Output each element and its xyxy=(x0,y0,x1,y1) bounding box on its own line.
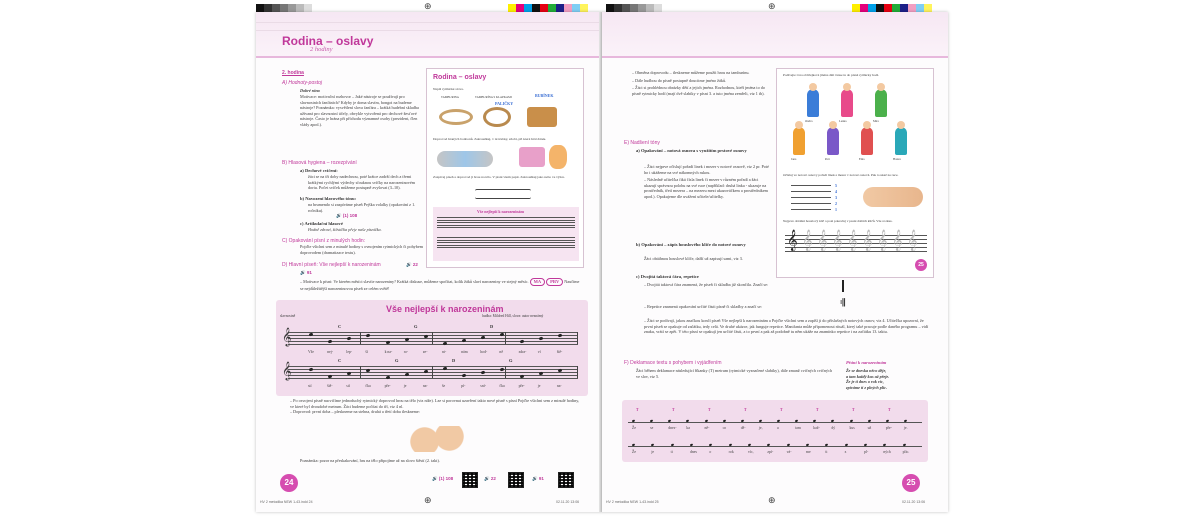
rhythm-syllable: dě- xyxy=(740,426,746,430)
stress-mark: T xyxy=(636,408,639,412)
lyric-syllable: sní- xyxy=(480,384,486,388)
qr-code-icon[interactable] xyxy=(508,472,524,488)
header-band xyxy=(602,12,948,58)
stress-mark: T xyxy=(816,408,819,412)
line-number: 5 xyxy=(835,183,837,188)
rhythm-syllable: je. xyxy=(903,426,908,430)
child-head xyxy=(795,121,803,129)
rhythm-syllable: a xyxy=(777,426,779,430)
treble-clef-icon: 𝄞 xyxy=(802,230,813,251)
audio-ref-1[interactable]: 🔊 (1) 108 xyxy=(432,476,454,481)
lyric-syllable: ně xyxy=(499,350,504,354)
lyric-syllable: pí- xyxy=(461,384,466,388)
lyric-syllable: je xyxy=(537,384,541,388)
stress-mark: T xyxy=(708,408,711,412)
stress-mark: T xyxy=(888,408,891,412)
line-number: 4 xyxy=(835,189,837,194)
body-percussion-hands-image xyxy=(406,426,468,452)
label-buben: BUBÍNEK xyxy=(535,93,554,98)
numbered-staff xyxy=(791,185,831,209)
line-number: 1 xyxy=(835,207,837,212)
card-item-3: Zazpívej píseň a doprovod ji hrou na tělo. V písni všem papír. Zakroužkuj jako nebo ve výšce. xyxy=(433,175,565,179)
child-figure xyxy=(895,127,907,155)
barline xyxy=(577,332,578,344)
birthday-cake-image xyxy=(519,147,545,167)
poem-line: a tam každý kus už přeje. xyxy=(846,373,890,379)
song-title: Vše nejlepší k narozeninám xyxy=(386,304,504,314)
section-a-text: Motivace: motivační rozhovor – Jaké nástroje se používají pro slavnostních fanfárách? Kdyby je doma slavím, bongoi na budeme nástroje? Poznámka: vysvětlení slova fanfára – krátká hudební skladba užívaná pro slavnostní účely, obvykle vytvořená pro dechové žesťové nástroje. Často je hrána při příchodu významné osoby (prezident, člen vlády apod.). xyxy=(300,94,419,127)
song-sheet xyxy=(276,300,588,396)
poem xyxy=(846,368,889,390)
audio-ref-2[interactable]: 🔊 22 xyxy=(484,476,496,481)
poem-title: Přání k narozeninám xyxy=(846,360,887,365)
f-text: Žáci během deklamace následující říkanky (T) metrum (rytmické vyznačené slabiky), dále zmanž cvičných cvičných ve slov, viz 5. xyxy=(636,368,833,379)
e-c-item-3: – Žáci se podívají, jakou značkou končí píseň Vše nejlepší k narozeninám a Pojďte všichni sem a zapíší ji do příslušných notových osnov, viz 4. Učitel/ka upozorní, že první píseň se opakuje od začátku, tedy celá. Ve druhé ukázce, jak funguje repetice. Manifanta může připomenout rituál, který také pracuje podle daného programu – vidí znaku, vrátí se zpět. V této písní se opakují jen určité části, a to první a pak až podobně tu něm ukáže na znamínko repetice i na začátku 13. taktu. xyxy=(644,318,929,335)
barline xyxy=(505,366,506,378)
b1-text: žáci se na tři doby nadechnou, poté krátce zadrží dech a třemi krátkými rychlými výdechy sfouknou svíčky na narozeninovém dortu. Počet svíček můžeme postupně zvyšovat (3–10). xyxy=(308,174,415,191)
hour-heading: 2. hodina xyxy=(282,70,304,76)
child-figure xyxy=(841,89,853,117)
rhythm-syllable: Že xyxy=(632,426,637,430)
audio-ref-3[interactable]: 🔊 91 xyxy=(532,476,544,481)
top-bullet-2: – Dále hudbou do písně postupně doucitme jméno žáků. xyxy=(632,77,727,83)
card-item-2: Doprovod hraných bonbonů. Zakroužkuj, v ní trubky, zdobí, při které hrál dárek. xyxy=(433,137,547,141)
section-f-heading: F) Deklamace textu s pohybem i vyjádřením xyxy=(624,360,722,366)
child-name: Lenka xyxy=(839,119,847,123)
song-bullets xyxy=(290,398,580,415)
rhythm-syllable: ti xyxy=(670,450,673,454)
stress-mark: T xyxy=(672,408,675,412)
page-number: 24 xyxy=(280,474,298,492)
e-a-text-2: – Následně učitel/ka fiká čísla linek či mezer v různém pořadí a žáci ukazují správnou polohu na své ruce (například: druhá linka - ukazuje na prostředník, třetí mezera – na mezeru mezi ukazováčkem a prostředníkem apod.). Opakujeme dle uvážení učitele/učitelky. xyxy=(644,177,768,199)
lyric-syllable: zdra- xyxy=(518,350,527,354)
rhythm-syllable: Že xyxy=(632,450,637,454)
rhythm-syllable: tam xyxy=(795,426,801,430)
rhythm-syllable: plic. xyxy=(902,450,910,454)
rhythm-syllable: me xyxy=(806,450,811,454)
barline xyxy=(505,332,506,344)
lyric-syllable: je xyxy=(403,384,407,388)
treble-clef-icon: 𝄞 xyxy=(892,230,903,251)
note-text: Poznámka: pozor na přeskakování, hru na tělo připojíme až na slovo štěstí (2. takt). xyxy=(300,458,440,463)
rhythm-syllable: se xyxy=(650,426,654,430)
badge-ma: MA xyxy=(530,278,546,286)
footer-file: HV 2 metodika NEW 1-43.indd 25 xyxy=(606,500,659,504)
treble-clef-icon: 𝄞 xyxy=(862,230,873,251)
song-tempo: slavnostně xyxy=(280,314,296,318)
rhythm-syllable: zpí- xyxy=(767,450,774,454)
card-item-1: Napiš rytmické slova. xyxy=(433,87,464,91)
lesson-title: Rodina – oslavy xyxy=(282,34,374,48)
child-head xyxy=(829,121,837,129)
barline xyxy=(432,332,433,344)
child-name: Ema xyxy=(859,157,865,161)
chord-symbol: D xyxy=(490,324,494,329)
e-a-texts xyxy=(644,164,770,200)
stress-mark: T xyxy=(744,408,747,412)
rhythm-syllable: o xyxy=(709,450,712,454)
footer-date: 02.11.20 13:06 xyxy=(902,500,926,504)
card-right-item-2: Očísluj ve notové osnovy pořadí linek a mezer v notové osnově. Pak to ukaž na ruce. xyxy=(783,173,899,177)
treble-clef-icon: 𝄞 xyxy=(282,327,292,346)
poem-line: Že je ti dnes o rok víc, xyxy=(846,379,884,385)
child-head xyxy=(863,121,871,129)
barline xyxy=(577,366,578,378)
treble-clef-icon: 𝄞 xyxy=(282,361,292,380)
rhythm-mini-staff xyxy=(475,189,531,199)
barline xyxy=(360,366,361,378)
line-number: 2 xyxy=(835,201,837,206)
lyric-syllable: ze- xyxy=(422,350,428,354)
e-c-label: c) Dvojitá taktová čára, repetice xyxy=(636,274,699,279)
lyric-syllable: čka xyxy=(365,384,371,388)
section-e-heading: E) Nadšení tóny xyxy=(624,140,660,146)
d-audio-ref-2[interactable]: 🔊 91 xyxy=(300,270,312,275)
rhythm-syllable: víc, xyxy=(748,450,754,454)
treble-clef-icon: 𝄞 xyxy=(907,230,918,251)
rhythm-syllable: vá- xyxy=(786,450,792,454)
treble-clef-icon: 𝄞 xyxy=(832,230,843,251)
tambourine-jingles-image xyxy=(483,107,511,127)
lyric-syllable: na- xyxy=(422,384,428,388)
b3-text: Hodně zdraví, štěstíčka přeje naše písnička. xyxy=(308,227,382,232)
child-figure xyxy=(807,89,819,117)
child-name: Ondra xyxy=(805,119,813,123)
left-page xyxy=(256,12,602,512)
child-figure xyxy=(793,127,805,155)
treble-clef-icon: 𝄞 xyxy=(817,230,828,251)
song-bullet-1: – Po osvojení písně nacvičíme jednoduchý rytmický doprovod hrou na tělo (viz níže). Lze si porovnat uzavření takto nové písně s písní Pojďte všichni sem z minulé hodiny, ve které byl dvoudobé metrum. Žáci budeme počítat do tří, viz 4 nl. xyxy=(290,398,580,409)
rhythm-syllable: ných xyxy=(883,450,891,454)
rhythm-syllable: ti xyxy=(825,450,828,454)
lyric-syllable: nej- xyxy=(327,350,334,354)
rhythm-syllable: je, xyxy=(758,426,763,430)
chord-symbol: C xyxy=(338,324,342,329)
registration-mark-icon: ⊕ xyxy=(424,2,432,12)
child-head xyxy=(809,83,817,91)
trumpets-image xyxy=(437,151,493,167)
line-number: 3 xyxy=(835,195,837,200)
lyric-syllable: na- xyxy=(556,384,562,388)
staff-line-1 xyxy=(288,332,578,346)
lyric-syllable: še xyxy=(442,384,446,388)
lyric-syllable: pře- xyxy=(384,384,391,388)
child-name: Petr xyxy=(825,157,830,161)
child-figure xyxy=(875,89,887,117)
footer-date: 02.11.20 13:06 xyxy=(556,500,580,504)
lyric-syllable: lep- xyxy=(346,350,353,354)
rhythm-syllable: kus xyxy=(849,426,855,430)
b3-label: c) Artikulační hlasové xyxy=(300,221,343,226)
lyric-syllable: ni- xyxy=(442,350,447,354)
rhythm-syllable: pře- xyxy=(885,426,892,430)
d-motivation: – Motivace k písni: Ve kterém měsíci slavíte narozeniny? Krátká diskuse, můžeme spočítat, kolik žáků slaví narozeniny ve stejný měsíc. MA PRV Naučíme se nejdůležitější narozeninovou píseň ze celém světě! xyxy=(300,279,580,291)
lyric-syllable: čka xyxy=(499,384,505,388)
rhythm-syllable: dnes xyxy=(690,450,697,454)
treble-clef-icon: 𝄞 xyxy=(787,230,798,251)
e-c-item-2: – Repetice znamená opakování určité části písně či skladby a značí se: xyxy=(644,304,763,309)
lyric-syllable: ště- xyxy=(327,384,333,388)
barline xyxy=(360,332,361,344)
qr-code-icon[interactable] xyxy=(462,472,478,488)
chord-symbol: C xyxy=(338,358,342,363)
lyric-syllable: ro- xyxy=(403,350,409,354)
chord-symbol: G xyxy=(395,358,399,363)
child-figure xyxy=(861,127,873,155)
right-page xyxy=(602,12,948,512)
footer-file: HV 2 metodika NEW 1-43.indd 24 xyxy=(260,500,313,504)
barline xyxy=(432,366,433,378)
rhythm-syllable: ně- xyxy=(704,426,710,430)
lyric-syllable: ví xyxy=(537,350,541,354)
rhythm-syllable: už xyxy=(867,426,872,430)
song-bullet-2: – Doprovod: první doba – pleskneme na stehna, druhá a třetí doba tleskneme: xyxy=(290,409,420,415)
top-bullet-3: – Žáci si prohlédnou obrázky dětí a jejich jména. Rozhodnou, kteří jména to do písně rytmicky hodí (mají dvě slabiky v písni 3. a tuto jména zemřeli, viz 1 tb). xyxy=(632,85,765,96)
child-head xyxy=(843,83,851,91)
e-a-text-1: – Žáci nejprve očíslují pořadí linek i mezer v notové osnově, viz 2 pr. Poté ho i ukážeme na své nákomných rukou. xyxy=(644,164,769,175)
rhythm-syllable: kaž- xyxy=(813,426,820,430)
treble-clef-icon: 𝄞 xyxy=(877,230,888,251)
rhythm-syllable: co xyxy=(722,426,727,430)
card-song-box xyxy=(433,207,579,261)
card-song-title: Vše nejlepší k narozeninám xyxy=(477,209,524,214)
stress-mark: T xyxy=(780,408,783,412)
chord-symbol: G xyxy=(414,324,418,329)
tambourine-image xyxy=(439,109,473,125)
workbook-card xyxy=(426,68,584,268)
b2-text: na brumendo si zazpívámе píseň Pejška volalky (opakování z 1. ročníku). xyxy=(308,202,416,213)
registration-mark-icon: ⊕ xyxy=(768,2,776,12)
section-a-subheading: Dobré ráno xyxy=(300,88,320,93)
drum-image xyxy=(527,107,557,127)
child-name: Jana xyxy=(791,157,797,161)
lyric-syllable: nám xyxy=(461,350,468,354)
qr-code-icon[interactable] xyxy=(558,472,574,488)
d-audio-ref-1[interactable]: 🔊 22 xyxy=(406,262,418,267)
child-name: Míra xyxy=(873,119,879,123)
registration-mark-icon: ⊕ xyxy=(768,496,776,506)
poem-line: Že se dneska něco děje, xyxy=(846,368,887,373)
section-c-heading: C) Opakování písní z minulých hodin: xyxy=(282,238,366,244)
song-authors: hudba: Mildred Hill, slova: autor neznámý xyxy=(482,314,544,318)
card-right-item-1: Podívejte ti na obličejkové jména dětí Janse tu do písně rytmicky hodí. xyxy=(783,73,880,77)
section-d-heading: D) Hlavní píseň: Vše nejlepší k narozeninám xyxy=(282,262,381,268)
e-b-label: b) Opakování – zápis houslového klíče do notové osnovy xyxy=(636,242,746,247)
lyric-syllable: ší xyxy=(365,350,368,354)
b2-audio-ref[interactable]: 🔊 (1) 108 xyxy=(336,213,358,218)
lyric-syllable: ště- xyxy=(556,350,563,354)
rhythm-syllable: ka xyxy=(686,426,690,430)
rhythm-syllable: rok xyxy=(728,450,734,454)
workbook-card-right xyxy=(776,68,934,278)
child-head xyxy=(897,121,905,129)
e-c-item-1: – Dvojitá taktová čára znamená, že píseň či skladba již skončila. Značí se: xyxy=(644,282,769,287)
double-barline-icon xyxy=(842,280,844,292)
lesson-subtitle: 2 hodiny xyxy=(310,46,333,53)
staff-line-2 xyxy=(288,366,578,380)
lyric-syllable: Vše xyxy=(308,350,314,354)
top-bullet-1: – Obměna doprovodu – tleskneme můžeme použít hrou na tamburínu. xyxy=(632,70,750,75)
section-c-text: Pojďte všichni sem z minulé hodiny s ovnojením rytmických či pohybem doprovodem (dramatizace textu). xyxy=(300,244,423,255)
label-palicky: PALIČKY xyxy=(495,101,514,106)
poem-line: zpíváme ti z plných plic. xyxy=(846,384,888,390)
child-head xyxy=(877,83,885,91)
child-image xyxy=(549,145,567,169)
label-tamburina-cinely: TAMBURÍNA S KLAPKAMI xyxy=(475,95,512,99)
rhythm-syllable: pl- xyxy=(864,450,869,454)
rhythm-syllable: dnes- xyxy=(668,426,677,430)
treble-clef-icon: 𝄞 xyxy=(847,230,858,251)
lyric-syllable: pře- xyxy=(518,384,525,388)
lyric-syllable: hod- xyxy=(480,350,488,354)
top-bullets xyxy=(632,70,770,96)
child-name: Honza xyxy=(893,157,901,161)
e-a-label: a) Opakování – notová osnova s využitím prstové osnovy xyxy=(636,148,747,153)
section-a-heading: A) Hodnoty-postoj xyxy=(282,80,323,86)
label-tamburina: TAMBURINA xyxy=(441,95,459,99)
chord-symbol: G xyxy=(509,358,513,363)
child-figure xyxy=(827,127,839,155)
registration-mark-icon: ⊕ xyxy=(424,496,432,506)
e-b-text: Žáci obtáhnou houslové klíče, další už zapisují sami, viz 3. xyxy=(644,256,743,261)
lyric-syllable: stí xyxy=(308,384,312,388)
card-page-number: 25 xyxy=(915,259,927,271)
lyric-syllable: stí xyxy=(346,384,350,388)
rhythm-syllable: z xyxy=(844,450,847,454)
card-title: Rodina – oslavy xyxy=(433,74,487,81)
rhythm-syllable: je xyxy=(651,450,655,454)
section-b-heading: B) Hlasová hygiena – rozezpívání xyxy=(282,160,357,166)
stress-mark: T xyxy=(852,408,855,412)
chord-symbol: D xyxy=(452,358,456,363)
repeat-sign-icon: 𝄇 xyxy=(840,298,845,309)
b2-label: b) Navození hlavového tónu: xyxy=(300,196,357,201)
hand-image xyxy=(863,187,923,207)
page-number: 25 xyxy=(902,474,920,492)
lyric-syllable: k na- xyxy=(384,350,393,354)
rhythm-sheet xyxy=(622,400,928,462)
b1-label: a) Dechové cvičení: xyxy=(300,168,338,173)
rhythm-syllable: dý xyxy=(831,426,836,430)
card-right-item-3: Nejprve obtáhni houslový klíč a poté pokračuj v psaní dalších klíčů. Vše si zkus. xyxy=(783,219,893,223)
badge-prv: PRV xyxy=(546,278,563,286)
